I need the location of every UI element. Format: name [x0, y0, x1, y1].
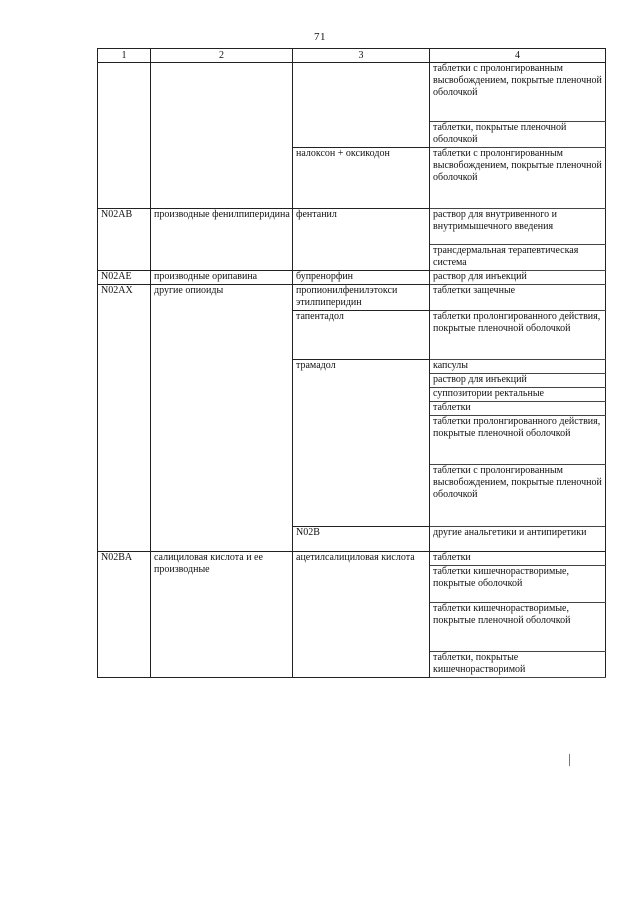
dosage-form-cell: таблетки пролонгированного действия, покрытые пленочной оболочкой	[430, 416, 606, 465]
column-header-3: 3	[293, 49, 430, 63]
substance-cell: налоксон + оксикодон	[293, 148, 430, 209]
code-cell: N02AX	[98, 285, 151, 552]
dosage-form-cell: таблетки	[430, 552, 606, 566]
table-row	[98, 63, 606, 122]
column-header-4: 4	[430, 49, 606, 63]
dosage-form-cell: раствор для инъекций	[430, 271, 606, 285]
dosage-form-cell: таблетки с пролонгированным высвобождением, покрытые пленочной оболочкой	[430, 63, 606, 122]
substance-cell: фентанил	[293, 209, 430, 271]
table-header-row	[98, 49, 606, 63]
dosage-form-cell: таблетки с пролонгированным высвобождением, покрытые пленочной оболочкой	[430, 465, 606, 527]
table-row	[98, 285, 606, 311]
dosage-form-cell: таблетки защечные	[430, 285, 606, 311]
dosage-form-cell: таблетки с пролонгированным высвобождением, покрытые пленочной оболочкой	[430, 148, 606, 209]
substance-cell: пропионилфенилэтокси этилпиперидин	[293, 285, 430, 311]
table-row	[98, 552, 606, 566]
code-cell	[98, 63, 151, 209]
scan-artifact-mark	[569, 754, 570, 766]
substance-cell: трамадол	[293, 360, 430, 527]
dosage-form-cell: капсулы	[430, 360, 606, 374]
group-cell: салициловая кислота и ее производные	[151, 552, 293, 678]
dosage-form-cell: таблетки пролонгированного действия, покрытые пленочной оболочкой	[430, 311, 606, 360]
group-cell: другие анальгетики и антипиретики	[430, 527, 606, 552]
dosage-form-cell: суппозитории ректальные	[430, 388, 606, 402]
page-number: 71	[314, 31, 326, 43]
group-cell: производные орипавина	[151, 271, 293, 285]
column-header-2: 2	[151, 49, 293, 63]
dosage-form-cell: трансдермальная терапевтическая система	[430, 245, 606, 271]
dosage-form-cell: раствор для инъекций	[430, 374, 606, 388]
group-cell: другие опиоиды	[151, 285, 293, 552]
dosage-form-cell: таблетки кишечнорастворимые, покрытые оболочкой	[430, 566, 606, 603]
substance-cell: ацетилсалициловая кислота	[293, 552, 430, 678]
code-cell: N02BA	[98, 552, 151, 678]
group-cell	[151, 63, 293, 209]
group-cell: производные фенилпиперидина	[151, 209, 293, 271]
substance-cell: бупренорфин	[293, 271, 430, 285]
dosage-form-cell: таблетки, покрытые пленочной оболочкой	[430, 122, 606, 148]
dosage-form-cell: таблетки кишечнорастворимые, покрытые пленочной оболочкой	[430, 603, 606, 652]
dosage-form-cell: раствор для внутривенного и внутримышечного введения	[430, 209, 606, 245]
code-cell: N02AB	[98, 209, 151, 271]
dosage-form-cell: таблетки	[430, 402, 606, 416]
substance-cell	[293, 63, 430, 148]
table-row	[98, 271, 606, 285]
column-header-1: 1	[98, 49, 151, 63]
drug-classification-table	[97, 48, 606, 678]
substance-cell: тапентадол	[293, 311, 430, 360]
code-cell: N02B	[293, 527, 430, 552]
code-cell: N02AE	[98, 271, 151, 285]
table-row	[98, 209, 606, 245]
dosage-form-cell: таблетки, покрытые кишечнорастворимой	[430, 652, 606, 678]
